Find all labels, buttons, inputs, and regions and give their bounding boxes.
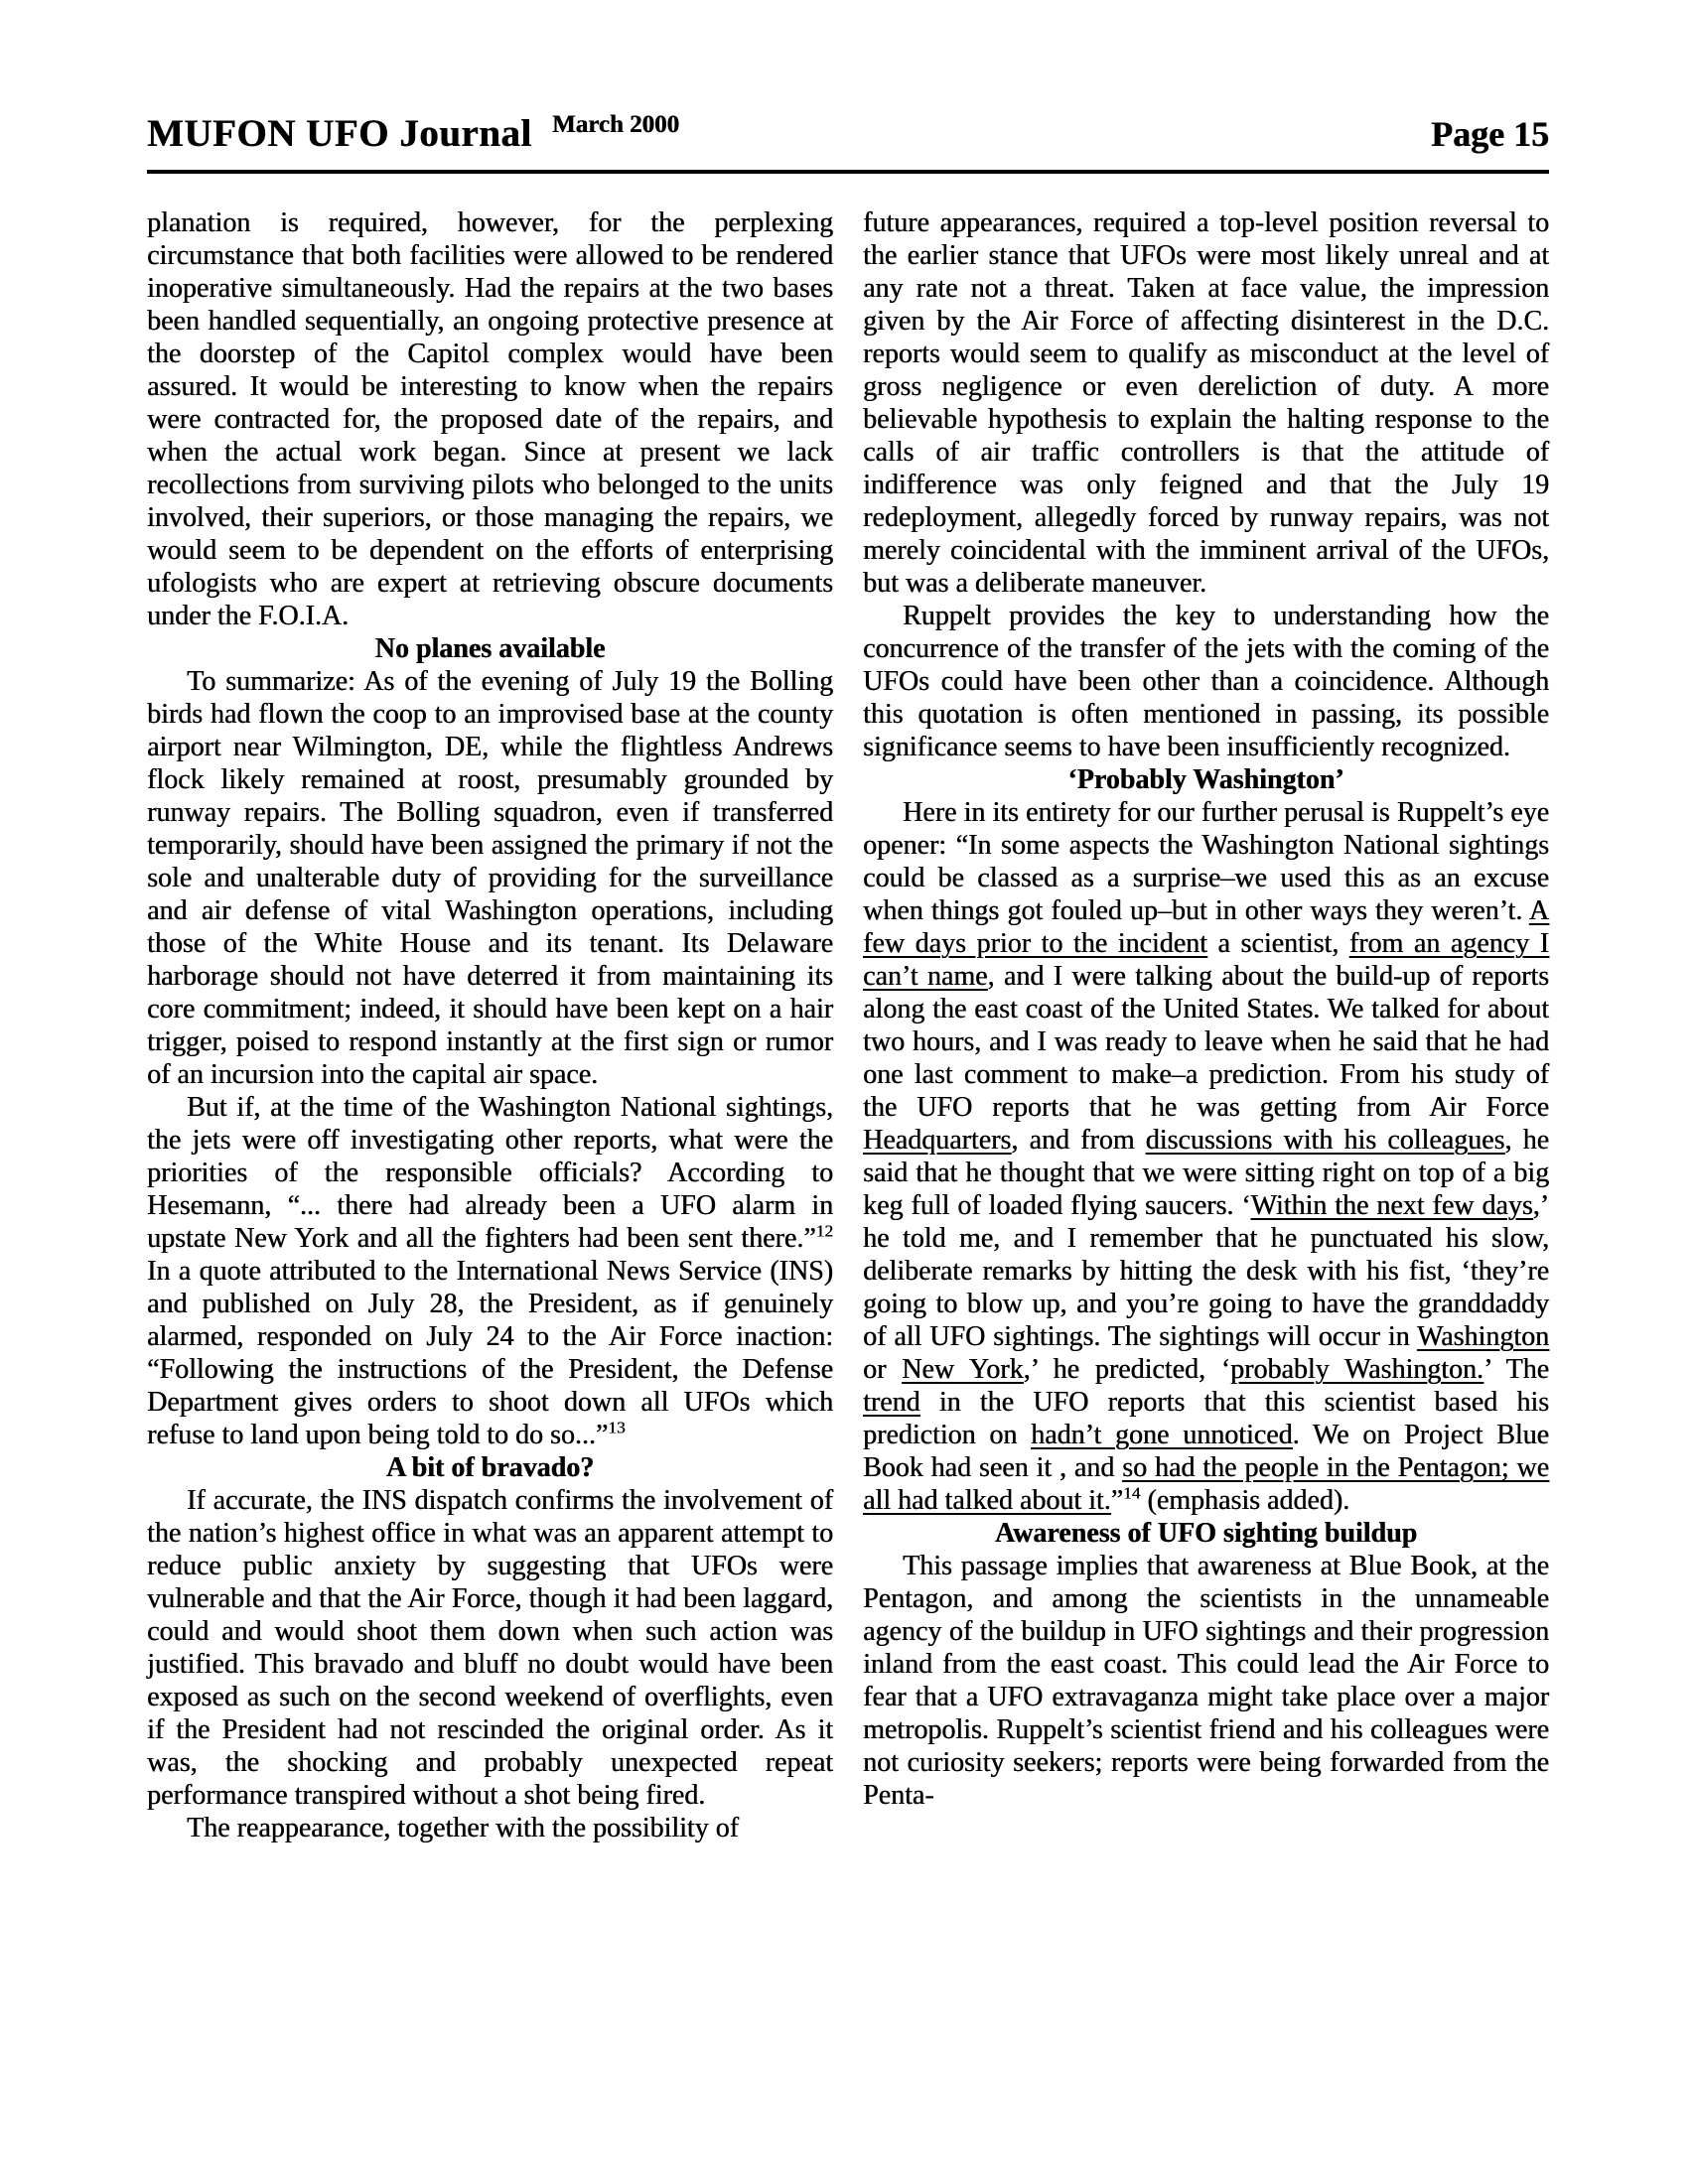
paragraph: [147, 1091, 833, 1451]
paragraph: [147, 665, 833, 1091]
text-run: This passage implies that awareness at Blue Book, at the Pentagon, and among the scientists in the unnameable agency of the buildup in UFO sightings and their progression inland from the east coast. This could lead the Air Force to fear that a UFO extravaganza might take place over a major metropolis. Ruppelt’s scientist friend and his colleagues were not curiosity seekers; reports were being forwarded from the Penta-: [863, 1551, 1549, 1811]
paragraph: [863, 1550, 1549, 1812]
section-heading: [863, 763, 1549, 796]
text-run: or: [863, 1354, 903, 1385]
text-run: . We on Project Blue Book had seen it , and: [863, 1420, 1549, 1483]
text-run: No planes available: [374, 633, 606, 664]
underlined-text: hadn’t gone unnoticed: [1031, 1420, 1293, 1450]
text-run: future appearances, required a top-level position reversal to the earlier stance that UFOs were most likely unreal and at any rate not a threat. Taken at face value, the impression given by the Air Force of affecting disinterest in the D.C. reports would seem to qualify as misconduct at the level of gross negligence or even dereliction of duty. A more believable hypothesis to explain the halting response to the calls of air traffic controllers is that the attitude of indifference was only feigned and that the July 19 redeployment, allegedly forced by runway repairs, was not merely coincidental with the imminent arrival of the UFOs, but was a deliberate maneuver.: [863, 207, 1549, 599]
text-run: in the UFO reports that this scientist based his prediction on: [863, 1387, 1549, 1450]
paragraph: [147, 1484, 833, 1812]
section-heading: [147, 632, 833, 665]
paragraph: [863, 796, 1549, 1517]
text-run: ‘Probably Washington’: [1067, 764, 1344, 795]
underlined-text: trend: [863, 1387, 920, 1418]
text-run: Ruppelt provides the key to understanding how the concurrence of the transfer of the jets with the coming of the UFOs could have been other than a coincidence. Although this quotation is often mentioned in passing, its possible significance seems to have been insufficiently recognized.: [863, 601, 1549, 762]
text-run: , and from: [1011, 1125, 1146, 1156]
paragraph: [863, 600, 1549, 763]
text-run: ’ The: [1482, 1354, 1550, 1385]
paragraph: [147, 206, 833, 632]
text-run: , and I were talking about the build-up of reports along the east coast of the United States. We talked for about two hours, and I was ready to leave when he said that he had one last comment to make–a prediction. From his study of the UFO reports that he was getting from Air Force: [863, 961, 1549, 1123]
underlined-text: Within the next few days: [1250, 1190, 1533, 1221]
underlined-text: so had the people in the Pentagon; we all had talked about it.: [863, 1452, 1549, 1516]
underlined-text: New York: [902, 1354, 1024, 1385]
text-run: Awareness of UFO sighting buildup: [994, 1518, 1418, 1549]
footnote-ref: 14: [1123, 1483, 1141, 1503]
page-header: [147, 111, 1549, 174]
journal-title: MUFON UFO Journal: [147, 112, 532, 155]
text-run: (emphasis added).: [1140, 1485, 1350, 1516]
underlined-text: probably Washington.: [1230, 1354, 1483, 1385]
section-heading: [147, 1451, 833, 1484]
underlined-text: Washington: [1416, 1321, 1549, 1352]
underlined-text: A few days prior to the incident: [863, 895, 1549, 959]
text-run: ,’ he predicted, ‘: [1023, 1354, 1231, 1385]
text-run: planation is required, however, for the perplexing circumstance that both facilities were allowed to be rendered inoperative simultaneously. Had the repairs at the two bases been handled sequentially, an ongoing protective presence at the doorstep of the Capitol complex would have been assured. It would be interesting to know when the repairs were contracted for, the proposed date of the repairs, and when the actual work began. Since at present we lack recollections from surviving pilots who belonged to the units involved, their superiors, or those managing the repairs, we would seem to be dependent on the efforts of enterprising ufologists who are expert at retrieving obscure documents under the F.O.I.A.: [147, 207, 833, 631]
page-number: Page 15: [1431, 114, 1549, 154]
paragraph: [863, 206, 1549, 600]
underlined-text: from an agency I can’t name: [863, 928, 1549, 992]
underlined-text: discussions with his colleagues: [1145, 1125, 1505, 1156]
paragraph: [147, 1812, 833, 1844]
footnote-ref: 12: [815, 1221, 833, 1241]
text-run: To summarize: As of the evening of July 19 the Bolling birds had flown the coop to an improvised base at the county airport near Wilmington, DE, while the flightless Andrews flock likely remained at roost, presumably grounded by runway repairs. The Bolling squadron, even if transferred temporarily, should have been assigned the primary if not the sole and unalterable duty of providing for the surveillance and air defense of vital Washington operations, including those of the White House and its tenant. Its Delaware harborage should not have deterred it from maintaining its core commitment; indeed, it should have been kept on a hair trigger, poised to respond instantly at the first sign or rumor of an incursion into the capital air space.: [147, 666, 833, 1090]
text-run: a scientist,: [1206, 928, 1349, 959]
underlined-text: Headquarters: [863, 1125, 1012, 1156]
text-run: Here in its entirety for our further perusal is Ruppelt’s eye opener: “In some aspects the Washington National sightings could be classed as a surprise–we used this as an excuse when things got fouled up–but in other ways they weren’t.: [863, 797, 1549, 926]
text-run: , he said that he thought that we were sitting right on top of a big keg full of loaded flying saucers. ‘: [863, 1125, 1549, 1221]
text-run: ,’ he told me, and I remember that he punctuated his slow, deliberate remarks by hitting the desk with his fist, ‘they’re going to blow up, and you’re going to have the granddaddy of all UFO sightings. The sightings will occur in: [863, 1190, 1549, 1352]
text-run: In a quote attributed to the International News Service (INS) and published on July 28, the President, as if genuinely alarmed, responded on July 24 to the Air Force inaction: “Following the instructions of the President, the Defense Department gives orders to shoot down all UFOs which refuse to land upon being told to do so...”: [147, 1256, 833, 1450]
text-run: A bit of bravado?: [385, 1452, 595, 1483]
footnote-ref: 13: [608, 1418, 626, 1437]
text-run: ”: [1110, 1485, 1124, 1516]
column-left: [147, 206, 833, 1844]
text-run: But if, at the time of the Washington National sightings, the jets were off investigating other reports, what were the priorities of the responsible officials? According to Hesemann, “... there had already been a UFO alarm in upstate New York and all the fighters had been sent there.”: [147, 1092, 833, 1254]
issue-date: March 2000: [552, 111, 679, 138]
text-run: If accurate, the INS dispatch confirms the involvement of the nation’s highest office in what was an apparent attempt to reduce public anxiety by suggesting that UFOs were vulnerable and that the Air Force, though it had been laggard, could and would shoot them down when such action was justified. This bravado and bluff no doubt would have been exposed as such on the second weekend of overflights, even if the President had not rescinded the original order. As it was, the shocking and probably unexpected repeat performance transpired without a shot being fired.: [147, 1485, 833, 1811]
section-heading: [863, 1517, 1549, 1550]
article-body: [147, 206, 1549, 1844]
column-right: [863, 206, 1549, 1844]
text-run: The reappearance, together with the possibility of: [187, 1813, 739, 1843]
